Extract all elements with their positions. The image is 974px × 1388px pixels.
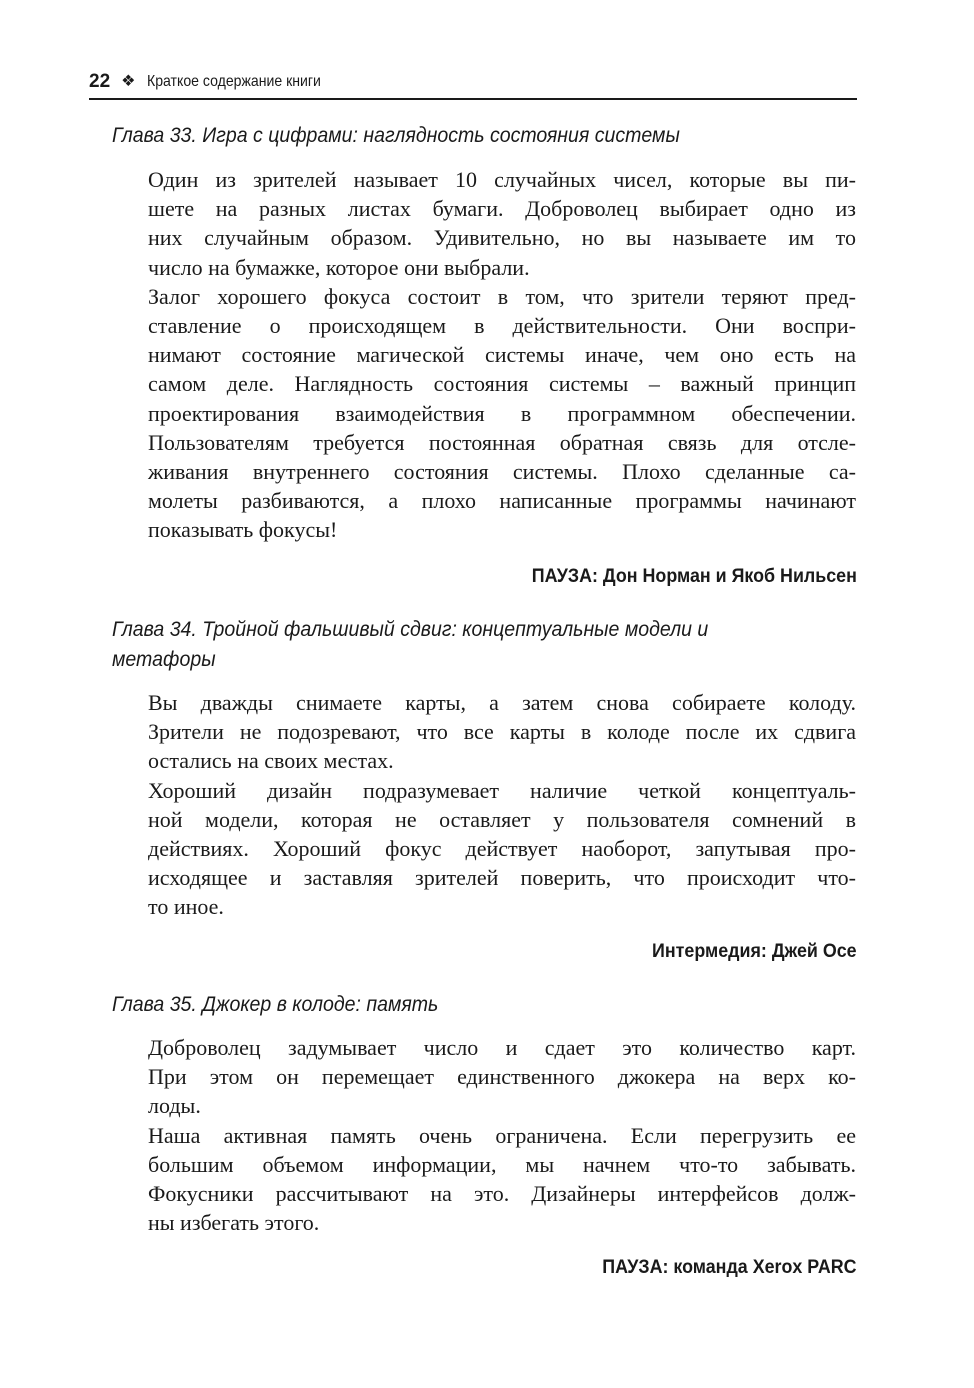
text-line: нимают состояние магической системы иначе, чем оно есть на (148, 342, 856, 368)
text-line: показывать фокусы! (148, 517, 338, 543)
chapter-35-title (112, 990, 872, 1020)
chapter-title-line: Глава 34. Тройной фальшивый сдвиг: концептуальные модели и (112, 618, 709, 641)
text-line: Залог хорошего фокуса состоит в том, что зрители теряют пред- (148, 283, 856, 309)
interlude-heading: Интермедия: Джей Осе (652, 941, 857, 962)
text-line: ставление о происходящем в действительности. Они воспри- (148, 312, 856, 338)
text-line: Зрители не подозревают, что все карты в колоде после их сдвига (148, 719, 856, 745)
page-number: 22 (89, 71, 111, 92)
chapter-34-title (112, 615, 872, 675)
text-line: Хороший дизайн подразумевает наличие четкой концептуаль- (148, 777, 856, 803)
chapter-34-summary (148, 688, 856, 922)
chapter-33-title (112, 121, 872, 151)
text-line: При этом он перемещает единственного джокера на верх ко- (148, 1064, 856, 1090)
text-line: Фокусники рассчитывают на это. Дизайнеры интерфейсов долж- (148, 1180, 856, 1206)
running-header (89, 70, 857, 100)
chapter-title-line: Глава 35. Джокер в колоде: память (112, 993, 439, 1016)
text-line: ной модели, которая не оставляет у пользователя сомнений в (148, 806, 856, 832)
text-line: них случайным образом. Удивительно, но вы называете им то (148, 225, 856, 251)
text-line: действиях. Хороший фокус действует наоборот, запутывая про- (148, 835, 856, 861)
text-line: остались на своих местах. (148, 748, 394, 774)
text-line: исходящее и заставляя зрителей поверить, что происходит что- (148, 865, 856, 891)
text-line: Пользователям требуется постоянная обратная связь для отсле- (148, 429, 856, 455)
text-line: ны избегать этого. (148, 1210, 320, 1236)
chapter-35-summary (148, 1033, 856, 1237)
running-title: Краткое содержание книги (147, 73, 322, 90)
text-line: Один из зрителей называет 10 случайных чисел, которые вы пи- (148, 167, 856, 192)
text-line: Наша активная память очень ограничена. Если перегрузить ее (148, 1122, 856, 1148)
text-line: шете на разных листах бумаги. Доброволец выбирает одно из (148, 196, 856, 222)
ornament-diamond-icon: ❖ (121, 73, 136, 90)
text-line: число на бумажке, которое они выбрали. (148, 254, 530, 280)
interlude-heading: ПАУЗА: Дон Норман и Якоб Нильсен (531, 566, 857, 587)
interlude-heading: ПАУЗА: команда Xerox PARC (602, 1257, 857, 1278)
chapter-33-summary (148, 165, 856, 544)
chapter-title-line: метафоры (112, 648, 216, 671)
text-line: проектирования взаимодействия в программном обеспечении. (148, 400, 856, 426)
text-line: самом деле. Наглядность состояния системы – важный принцип (148, 371, 856, 397)
text-line: Доброволец задумывает число и сдает это количество карт. (148, 1035, 856, 1060)
text-line: Вы дважды снимаете карты, а затем снова собираете колоду. (148, 690, 856, 715)
text-line: живания внутреннего состояния системы. Плохо сделанные са- (148, 458, 856, 484)
text-line: лоды. (148, 1093, 201, 1119)
chapter-title-line: Глава 33. Игра с цифрами: наглядность состояния системы (112, 124, 680, 147)
text-line: большим объемом информации, мы начнем что-то забывать. (148, 1151, 856, 1177)
text-line: молеты разбиваются, а плохо написанные программы начинают (148, 488, 856, 514)
text-line: то иное. (148, 894, 224, 920)
